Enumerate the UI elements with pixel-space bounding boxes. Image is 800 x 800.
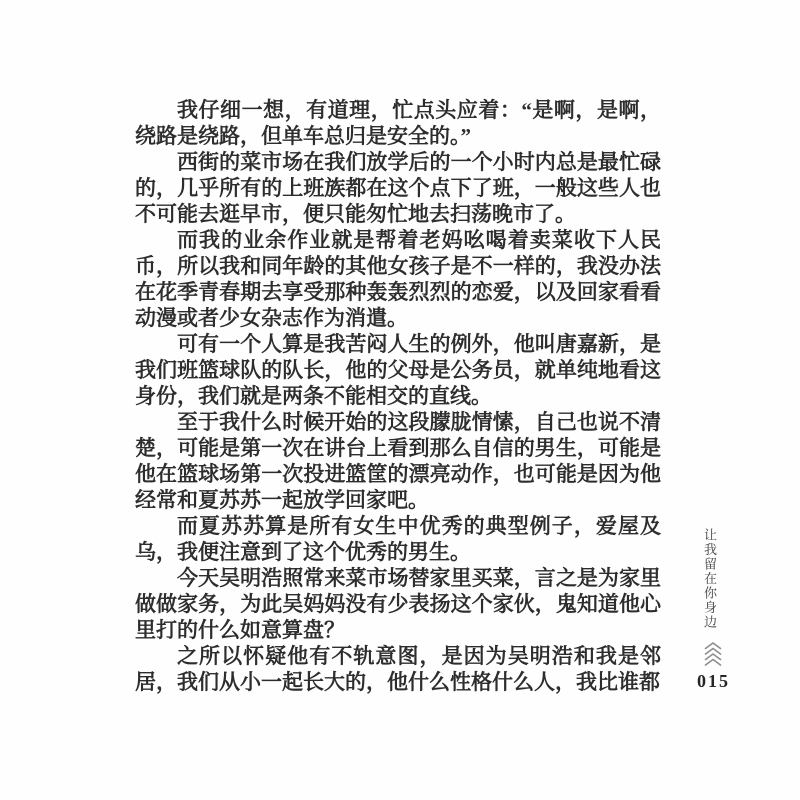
paragraph: 今天吴明浩照常来菜市场替家里买菜，言之是为家里做做家务，为此吴妈妈没有少表扬这个家伙，鬼知道他心里打的什么如意算盘？: [135, 566, 661, 642]
paragraph: 而夏苏苏算是所有女生中优秀的典型例子，爱屋及乌，我便注意到了这个优秀的男生。: [135, 514, 661, 564]
paragraph: 我仔细一想，有道理，忙点头应着：“是啊，是啊，绕路是绕路，但单车总归是安全的。”: [135, 98, 661, 148]
paragraph: 而我的业余作业就是帮着老妈吆喝着卖菜收下人民币，所以我和同年龄的其他女孩子是不一样的，我没办法在花季青春期去享受那种轰轰烈烈的恋爱，以及回家看看动漫或者少女杂志作为消遣。: [135, 228, 661, 330]
paragraph: 可有一个人算是我苦闷人生的例外，他叫唐嘉新，是我们班篮球队的队长，他的父母是公务员，就单纯地看这身份，我们就是两条不能相交的直线。: [135, 332, 661, 408]
paragraph: 西街的菜市场在我们放学后的一个小时内总是最忙碌的，几乎所有的上班族都在这个点下了班，一般这些人也不可能去逛早市，便只能匆忙地去扫荡晚市了。: [135, 150, 661, 226]
book-title-vertical: 让我留在你身边: [702, 528, 717, 630]
triple-chevron-up-icon: [703, 641, 723, 668]
body-text: [135, 97, 661, 695]
paragraph: 至于我什么时候开始的这段朦胧情愫，自己也说不清楚，可能是第一次在讲台上看到那么自信的男生，可能是他在篮球场第一次投进篮筐的漂亮动作，也可能是因为他经常和夏苏苏一起放学回家吧。: [135, 410, 661, 512]
paragraph: 之所以怀疑他有不轨意图，是因为吴明浩和我是邻居，我们从小一起长大的，他什么性格什么人，我比谁都: [135, 644, 661, 694]
page-number: 015: [697, 671, 730, 691]
